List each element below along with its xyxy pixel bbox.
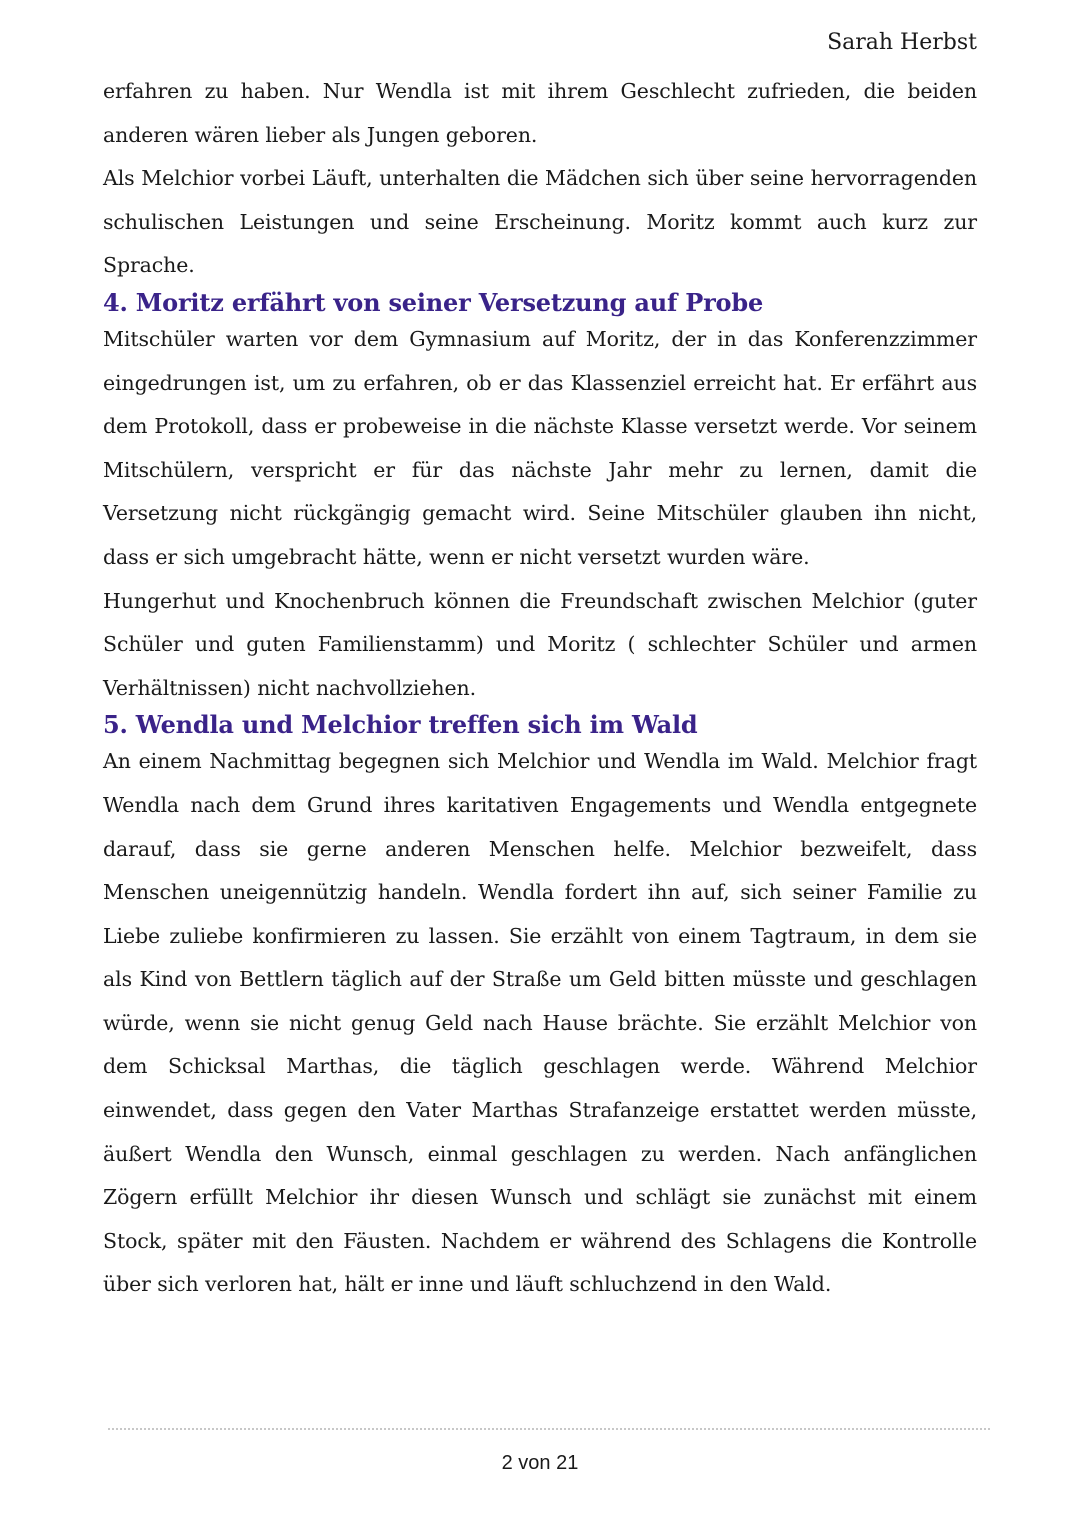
paragraph-moritz-versetzung: Mitschüler warten vor dem Gymnasium auf Moritz, der in das Konferenzzimmer eingedrungen ist, um zu erfahren, ob er das Klassenziel erreicht hat. Er erfährt aus dem Protokoll, dass er probeweise in die nächste Klasse versetzt werde. Vor seinem Mitschülern, verspricht er für das nächste Jahr mehr zu lernen, damit die Versetzung nicht rückgängig gemacht wird. Seine Mitschüler glauben ihn nicht, dass er sich umgebracht hätte, wenn er nicht versetzt wurden wäre. bbox=[103, 326, 977, 569]
section-heading-5: 5. Wendla und Melchior treffen sich im Wald bbox=[103, 710, 698, 740]
paragraph-wendla-melchior-wald: An einem Nachmittag begegnen sich Melchior und Wendla im Wald. Melchior fragt Wendla nach dem Grund ihres karitativen Engagements und Wendla entgegnete darauf, dass sie gerne anderen Menschen helfe. Melchior bezweifelt, dass Menschen uneigennützig handeln. Wendla fordert ihn auf, sich seiner Familie zu Liebe zuliebe konfirmieren zu lassen. Sie erzählt von einem Tagtraum, in dem sie als Kind von Bettlern täglich auf der Straße um Geld bitten müsste und geschlagen würde, wenn sie nicht genug Geld nach Hause brächte. Sie erzählt Melchior von dem Schicksal Marthas, die täglich geschlagen werde. Während Melchior einwendet, dass gegen den Vater Marthas Strafanzeige erstattet werden müsste, äußert Wendla den Wunsch, einmal geschlagen zu werden. Nach anfänglichen Zögern erfüllt Melchior ihr diesen Wunsch und schlägt sie zunächst mit einem Stock, später mit den Fäusten. Nachdem er während des Schlagens die Kontrolle über sich verloren hat, hält er inne und läuft schluchzend in den Wald. bbox=[103, 749, 977, 1297]
paragraph-continued: erfahren zu haben. Nur Wendla ist mit ihrem Geschlecht zufrieden, die beiden anderen wären lieber als Jungen geboren. bbox=[103, 79, 977, 147]
author-name: Sarah Herbst bbox=[827, 30, 977, 55]
paragraph-hungerhut-knochenbruch: Hungerhut und Knochenbruch können die Freundschaft zwischen Melchior (guter Schüler und guten Familienstamm) und Moritz ( schlechter Schüler und armen Verhältnissen) nicht nachvollziehen. bbox=[103, 588, 977, 700]
section-heading-4: 4. Moritz erfährt von seiner Versetzung auf Probe bbox=[103, 287, 764, 317]
footer-divider bbox=[108, 1428, 990, 1430]
page-number: 2 von 21 bbox=[501, 1452, 579, 1474]
page-content bbox=[103, 70, 977, 1307]
paragraph-melchior-passes: Als Melchior vorbei Läuft, unterhalten die Mädchen sich über seine hervorragenden schulischen Leistungen und seine Erscheinung. Moritz kommt auch kurz zur Sprache. bbox=[103, 166, 977, 278]
